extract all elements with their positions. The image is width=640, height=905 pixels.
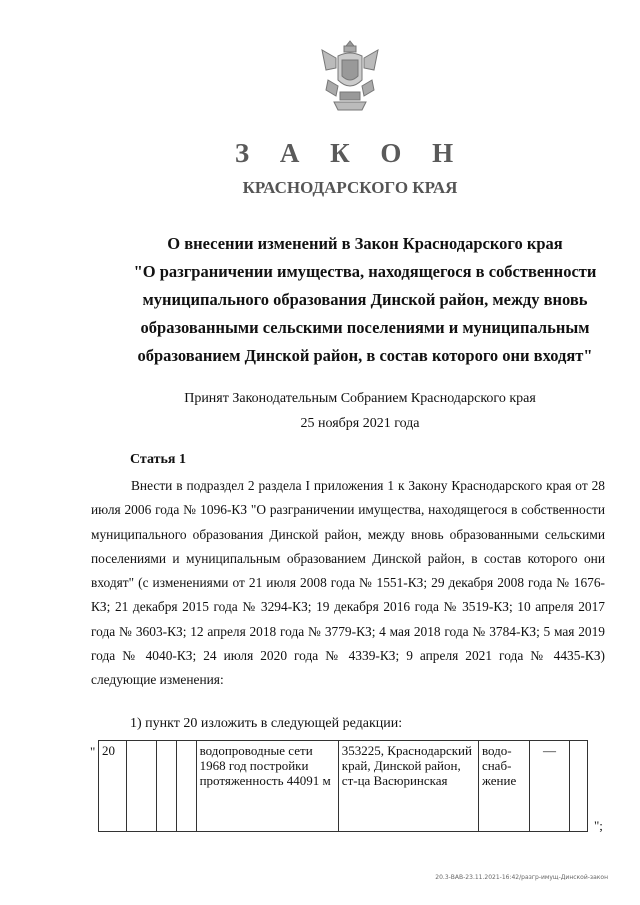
heading-line: муниципального образования Динской район, между вновь [142, 290, 588, 309]
document-subtitle: КРАСНОДАРСКОГО КРАЯ [242, 178, 458, 197]
article-text: Внести в подраздел 2 раздела I приложения 1 к Закону Краснодарского края от 28 июля 2006 года № 1096-КЗ "О разграничении имущества, находящегося в собственности муниципального образования Динской район, между вновь образованными сельскими поселениями и муниципальным образованием Динской район, в состав которого они входят" (с изменениями от 21 июля 2008 года № 1551-КЗ; 29 декабря 2008 года № 1676-КЗ; 21 декабря 2015 года № 3294-КЗ; 19 декабря 2016 года № 3519-КЗ; 10 апреля 2017 года № 3603-КЗ; 12 апреля 2018 года № 3779-КЗ; 4 мая 2018 года № 3784-КЗ; 5 мая 2019 года № 4040-КЗ; 24 июля 2020 года № 4339-КЗ; 9 апреля 2021 года № 4435-КЗ) следующие изменения: [91, 478, 605, 688]
table-quote-close: "; [594, 818, 603, 833]
dash-value: — [543, 743, 557, 758]
table-cell-purpose: водо-снаб-жение [478, 741, 529, 832]
heading-line: образованием Динской район, в состав которого они входят" [137, 346, 593, 365]
table-cell-number: 20 [99, 741, 127, 832]
heading-line: "О разграничении имущества, находящегося в собственности [133, 262, 597, 281]
heading-line: образованными сельскими поселениями и муниципальным [140, 318, 590, 337]
adoption-note [110, 386, 610, 436]
adoption-line: Принят Законодательным Собранием Краснодарского края [184, 391, 536, 406]
footer-document-code: 20.3-ВАВ-23.11.2021-16:42/разгр-имущ-Динской-закон [435, 874, 608, 881]
table-cell-description: водопроводные сети 1968 год постройки протяженность 44091 м [196, 741, 338, 832]
law-heading [100, 230, 630, 370]
table-quote-open: " [90, 744, 96, 759]
document-title: З А К О Н [234, 138, 466, 168]
table-cell-empty [157, 741, 177, 832]
item-text: 1) пункт 20 изложить в следующей редакции: [130, 716, 403, 731]
article-title: Статья 1 [130, 452, 186, 467]
adoption-date: 25 ноября 2021 года [300, 416, 420, 431]
table-cell-empty [176, 741, 196, 832]
table-cell-empty [570, 741, 588, 832]
table-cell-dash [529, 741, 569, 832]
table-cell-empty [127, 741, 157, 832]
table-cell-address: 353225, Краснодарский край, Динской район, ст-ца Васюринская [338, 741, 478, 832]
table-row [99, 741, 588, 832]
heading-line: О внесении изменений в Закон Краснодарского края [167, 234, 563, 253]
property-table [98, 740, 588, 832]
coat-of-arms-emblem [316, 40, 384, 112]
